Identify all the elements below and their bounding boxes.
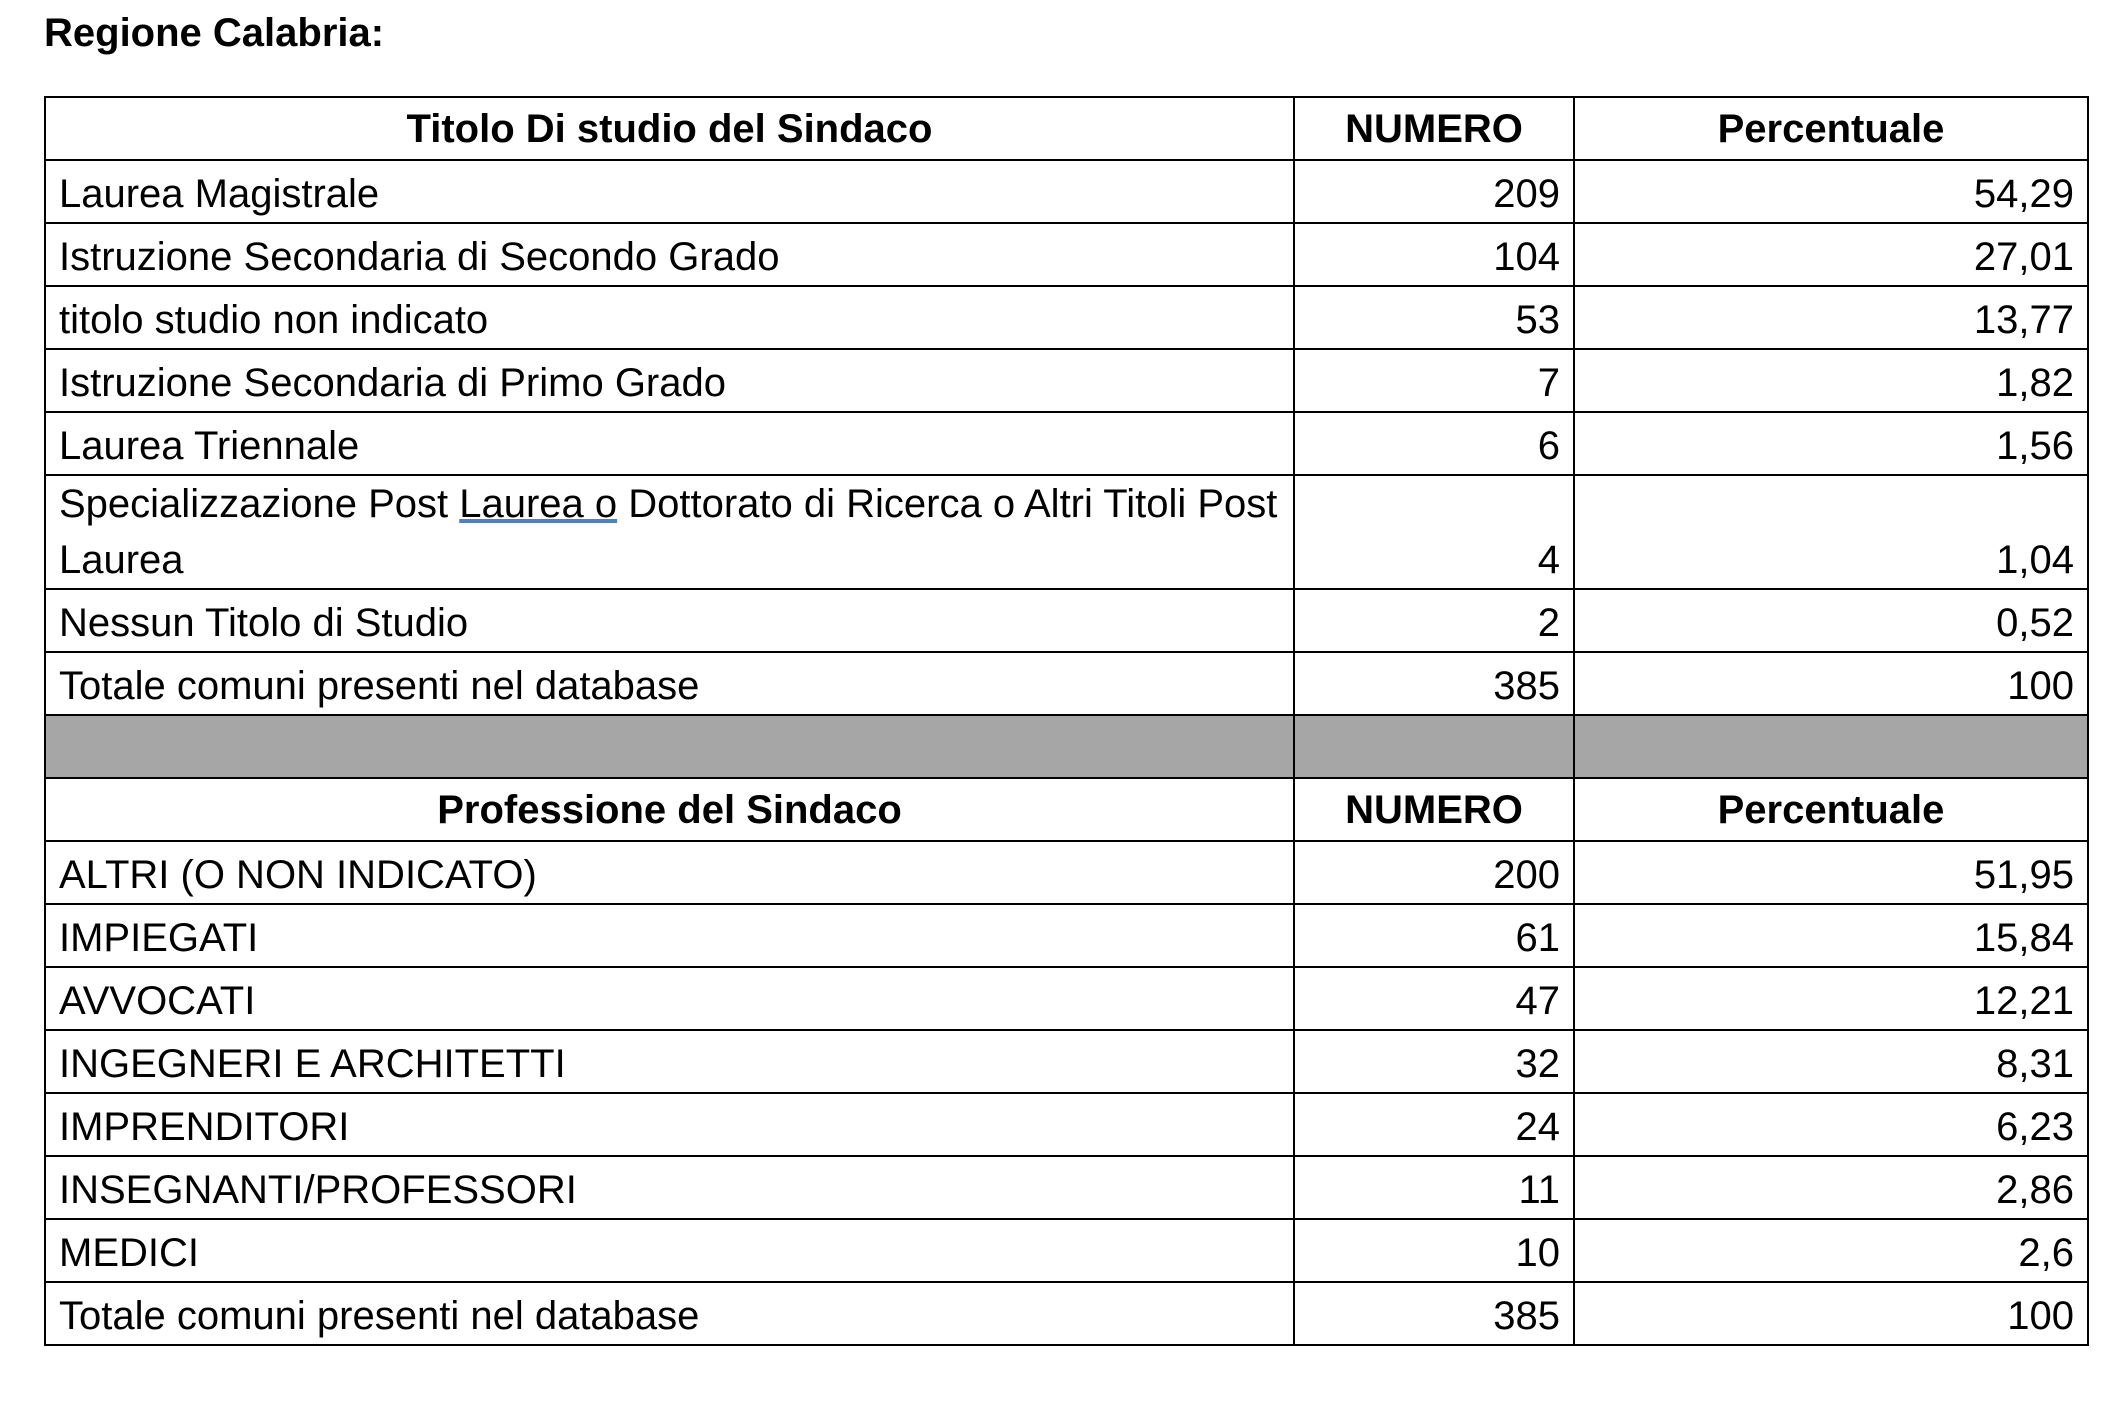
row-numero: 24: [1294, 1093, 1574, 1156]
row-percentuale: 54,29: [1574, 160, 2088, 223]
row-percentuale: 13,77: [1574, 286, 2088, 349]
row-label: INSEGNANTI/PROFESSORI: [45, 1156, 1294, 1219]
row-label: MEDICI: [45, 1219, 1294, 1282]
row-numero: 2: [1294, 589, 1574, 652]
table-row: [45, 841, 2088, 904]
table-row: [45, 589, 2088, 652]
row-numero: 53: [1294, 286, 1574, 349]
table-row: [45, 160, 2088, 223]
row-label: Totale comuni presenti nel database: [45, 652, 1294, 715]
row-label: Istruzione Secondaria di Secondo Grado: [45, 223, 1294, 286]
row-numero: 32: [1294, 1030, 1574, 1093]
row-label: AVVOCATI: [45, 967, 1294, 1030]
row-label: IMPRENDITORI: [45, 1093, 1294, 1156]
profession-header-percentuale: Percentuale: [1574, 778, 2088, 841]
row-numero: 209: [1294, 160, 1574, 223]
row-percentuale: 8,31: [1574, 1030, 2088, 1093]
row-label: Laurea Triennale: [45, 412, 1294, 475]
profession-header-numero: NUMERO: [1294, 778, 1574, 841]
table-row: [45, 1156, 2088, 1219]
statistics-table: [44, 96, 2089, 1346]
row-percentuale: 27,01: [1574, 223, 2088, 286]
row-percentuale: 1,04: [1574, 475, 2088, 589]
table-row: [45, 904, 2088, 967]
row-label: Nessun Titolo di Studio: [45, 589, 1294, 652]
row-percentuale: 2,86: [1574, 1156, 2088, 1219]
row-label: Laurea Magistrale: [45, 160, 1294, 223]
row-percentuale: 100: [1574, 1282, 2088, 1345]
row-percentuale: 12,21: [1574, 967, 2088, 1030]
separator-cell: [45, 715, 1294, 778]
row-percentuale: 6,23: [1574, 1093, 2088, 1156]
row-label: [45, 475, 1294, 589]
education-header-percentuale: Percentuale: [1574, 97, 2088, 160]
row-numero: 10: [1294, 1219, 1574, 1282]
education-header-row: [45, 97, 2088, 160]
profession-header-title: Professione del Sindaco: [45, 778, 1294, 841]
row-percentuale: 100: [1574, 652, 2088, 715]
row-numero: 47: [1294, 967, 1574, 1030]
table-row: [45, 349, 2088, 412]
row-label-underlined-part: Laurea o: [459, 482, 618, 526]
table-row: [45, 475, 2088, 589]
total-row: [45, 1282, 2088, 1345]
row-label: ALTRI (O NON INDICATO): [45, 841, 1294, 904]
row-numero: 385: [1294, 1282, 1574, 1345]
row-percentuale: 1,56: [1574, 412, 2088, 475]
row-label: Totale comuni presenti nel database: [45, 1282, 1294, 1345]
row-label: INGEGNERI E ARCHITETTI: [45, 1030, 1294, 1093]
row-label-part: Dottorato di Ricerca o Altri Titoli Post Laurea: [59, 482, 1278, 582]
profession-header-row: [45, 778, 2088, 841]
row-numero: 7: [1294, 349, 1574, 412]
table-row: [45, 223, 2088, 286]
row-percentuale: 2,6: [1574, 1219, 2088, 1282]
row-percentuale: 51,95: [1574, 841, 2088, 904]
document-title: Regione Calabria:: [44, 11, 385, 55]
row-numero: 385: [1294, 652, 1574, 715]
table-row: [45, 1093, 2088, 1156]
table-row: [45, 1030, 2088, 1093]
row-label: titolo studio non indicato: [45, 286, 1294, 349]
row-percentuale: 1,82: [1574, 349, 2088, 412]
row-percentuale: 15,84: [1574, 904, 2088, 967]
row-numero: 11: [1294, 1156, 1574, 1219]
row-percentuale: 0,52: [1574, 589, 2088, 652]
education-header-title: Titolo Di studio del Sindaco: [45, 97, 1294, 160]
table-row: [45, 1219, 2088, 1282]
row-numero: 200: [1294, 841, 1574, 904]
separator-cell: [1294, 715, 1574, 778]
row-label: Istruzione Secondaria di Primo Grado: [45, 349, 1294, 412]
separator-cell: [1574, 715, 2088, 778]
total-row: [45, 652, 2088, 715]
separator-row: [45, 715, 2088, 778]
table-row: [45, 412, 2088, 475]
row-label-part: Specializzazione Post: [59, 482, 460, 526]
row-numero: 104: [1294, 223, 1574, 286]
table-row: [45, 967, 2088, 1030]
education-header-numero: NUMERO: [1294, 97, 1574, 160]
row-numero: 61: [1294, 904, 1574, 967]
row-numero: 6: [1294, 412, 1574, 475]
table-row: [45, 286, 2088, 349]
row-label: IMPIEGATI: [45, 904, 1294, 967]
row-numero: 4: [1294, 475, 1574, 589]
